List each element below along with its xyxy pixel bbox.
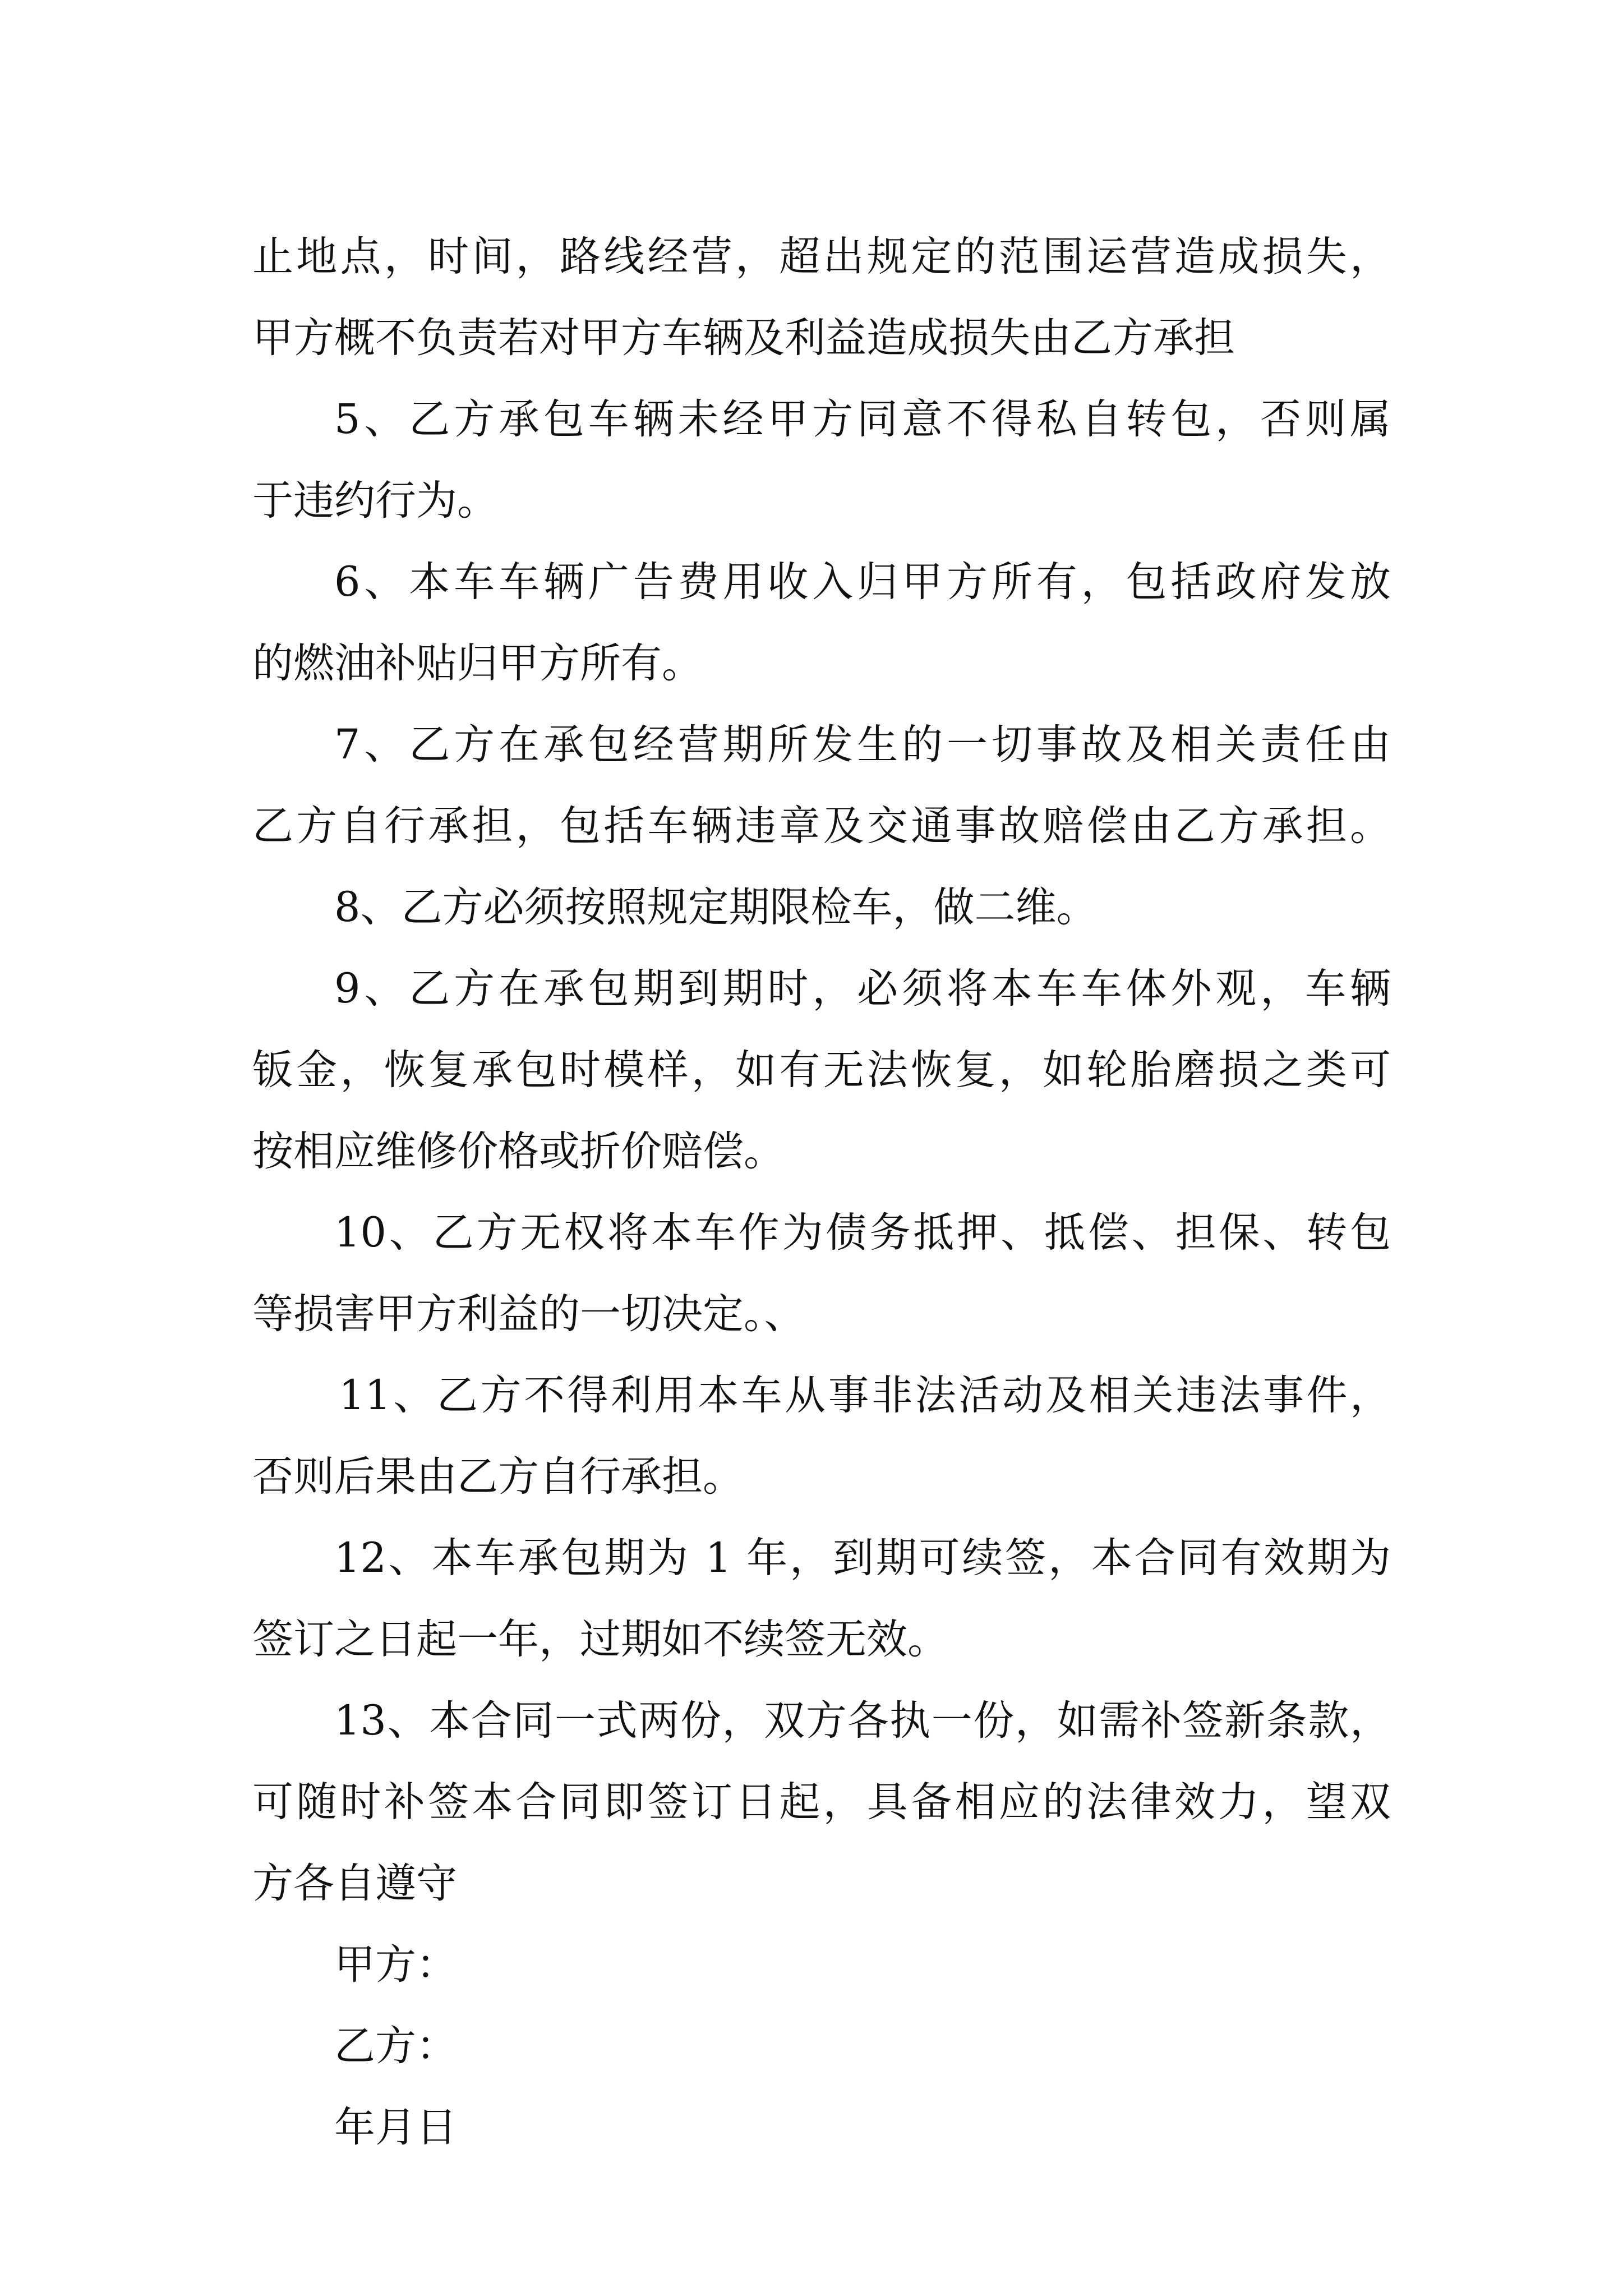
clause-13-line: 13、本合同一式两份，双方各执一份，如需补签新条款， — [334, 1697, 1391, 1745]
date-label: 年月日 — [334, 2104, 457, 2151]
document-body — [252, 216, 1391, 2168]
text-line: 可随时补签本合同即签订日起，具备相应的法律效力，望双 — [252, 1778, 1391, 1826]
clause-8-line: 8、乙方必须按照规定期限检车，做二维。 — [334, 884, 1098, 931]
clause-7-line: 7、乙方在承包经营期所发生的一切事故及相关责任由 — [334, 721, 1391, 769]
clause-12-line: 12、本车承包期为 1 年，到期可续签，本合同有效期为 — [334, 1534, 1391, 1582]
text-line: 的燃油补贴归甲方所有。 — [252, 639, 703, 687]
clause-6-line: 6、本车车辆广告费用收入归甲方所有，包括政府发放 — [334, 558, 1391, 606]
text-line: 钣金，恢复承包时模样，如有无法恢复，如轮胎磨损之类可 — [252, 1046, 1391, 1094]
party-b-label: 乙方： — [334, 2022, 457, 2070]
text-line: 等损害甲方利益的一切决定。、 — [252, 1290, 805, 1338]
text-line: 止地点，时间，路线经营，超出规定的范围运营造成损失， — [252, 233, 1391, 280]
text-line: 乙方自行承担，包括车辆违章及交通事故赔偿由乙方承担。 — [252, 802, 1391, 850]
clause-10-line: 10、乙方无权将本车作为债务抵押、抵偿、担保、转包 — [334, 1209, 1391, 1257]
text-line: 方各自遵守 — [252, 1860, 457, 1907]
party-a-label: 甲方： — [334, 1941, 457, 1989]
clause-5-line: 5、乙方承包车辆未经甲方同意不得私自转包，否则属 — [334, 395, 1391, 443]
text-line: 按相应维修价格或折价赔偿。 — [252, 1128, 785, 1175]
text-line: 于违约行为。 — [252, 477, 498, 524]
clause-11-line: 11、乙方不得利用本车从事非法活动及相关违法事件， — [339, 1372, 1391, 1419]
text-line: 否则后果由乙方自行承担。 — [252, 1453, 744, 1501]
text-line: 签订之日起一年，过期如不续签无效。 — [252, 1616, 948, 1663]
text-line: 甲方概不负责若对甲方车辆及利益造成损失由乙方承担 — [252, 314, 1235, 362]
clause-9-line: 9、乙方在承包期到期时，必须将本车车体外观，车辆 — [334, 965, 1391, 1013]
